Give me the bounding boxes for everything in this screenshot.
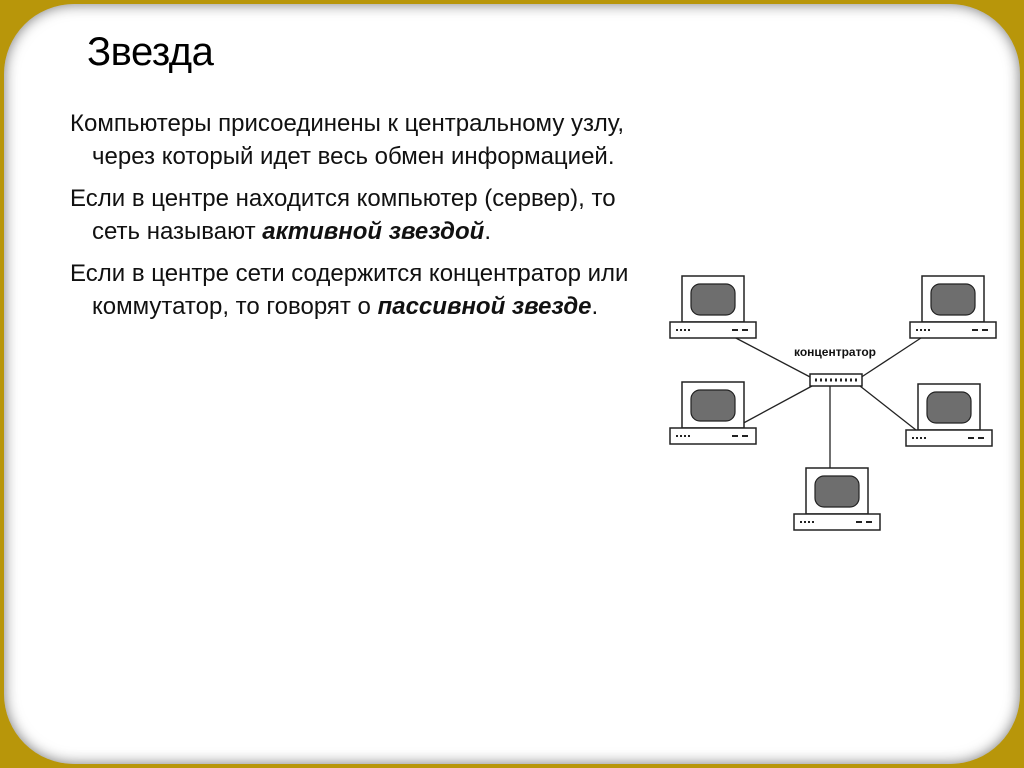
computer-top-right xyxy=(910,276,996,338)
computer-middle-right xyxy=(906,384,992,446)
star-topology-diagram xyxy=(664,270,1004,540)
paragraph-3-emphasis: пассивной звезде xyxy=(377,292,592,320)
paragraph-3-end: . xyxy=(591,292,599,320)
computer-middle-left xyxy=(670,382,756,444)
cable-bottom-right xyxy=(860,386,916,430)
paragraph-3-text: Если в центре сети содержится концентратор или коммутатор, то говорят о xyxy=(70,260,629,320)
paragraph-3 xyxy=(70,258,630,323)
hub-label: концентратор xyxy=(794,345,876,359)
paragraph-1 xyxy=(70,108,630,173)
cable-bottom-left xyxy=(738,386,812,426)
paragraph-2-emphasis: активной звездой xyxy=(262,217,485,245)
computer-bottom xyxy=(794,468,880,530)
computer-top-left xyxy=(670,276,756,338)
slide-body xyxy=(70,108,630,333)
slide-title: Звезда xyxy=(87,30,214,74)
paragraph-2-text: Если в центре находится компьютер (сервер), то сеть называют xyxy=(70,185,616,245)
paragraph-2-end: . xyxy=(484,217,492,245)
hub-icon xyxy=(810,374,862,386)
paragraph-1-text: Компьютеры присоединены к центральному узлу, через который идет весь обмен информацией. xyxy=(70,110,624,170)
paragraph-2 xyxy=(70,183,630,248)
